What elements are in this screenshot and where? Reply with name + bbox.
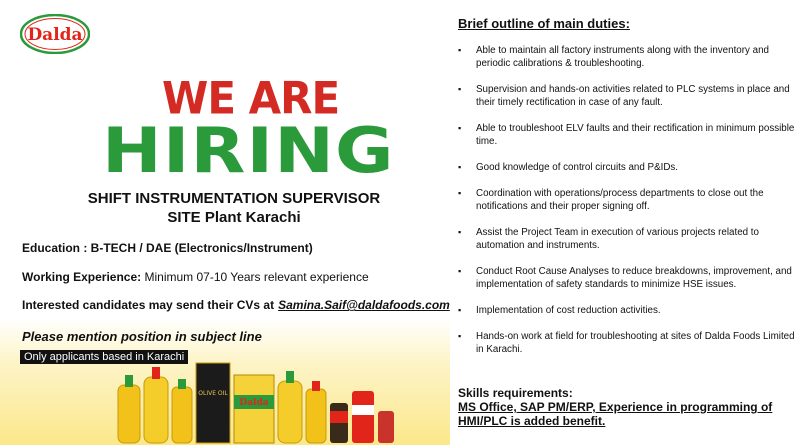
we-are-heading: WE ARE [162,72,340,125]
duty-item: ▪ Able to troubleshoot ELV faults and their rectification in minimum possible time. [458,122,798,148]
right-panel [450,0,800,445]
tin-brand-label: Dalda [239,398,269,408]
duty-item: ▪ Assist the Project Team in execution of various projects related to automation and instruments. [458,226,798,252]
hiring-heading: HIRING [102,114,395,187]
duties-title: Brief outline of main duties: [458,16,630,31]
olive-oil-label: OLIVE OIL [198,390,228,397]
skills-title: Skills requirements: [458,386,573,400]
skills-text: MS Office, SAP PM/ERP, Experience in programming of HMI/PLC is added benefit. [458,400,773,428]
cv-label: Interested candidates may send their CVs at [22,298,275,312]
duties-list [458,44,798,369]
experience-label: Working Experience: [22,270,142,284]
email-link[interactable]: Samina.Saif@daldafoods.com [278,298,450,312]
duty-item: ▪ Conduct Root Cause Analyses to reduce breakdowns, improvement, and implementation of safety standards to minimize HSE issues. [458,265,798,291]
duty-item: ▪ Supervision and hands-on activities related to PLC systems in place and their timely rectification in case of any fault. [458,83,798,109]
product-lineup-image [110,355,440,445]
plant-location: SITE Plant Karachi [167,209,301,226]
duty-item: ▪ Good knowledge of control circuits and P&IDs. [458,161,798,174]
education-line [22,241,313,255]
skills-block [458,386,798,428]
cv-line [22,298,450,312]
duty-item: ▪ Hands-on work at field for troubleshooting at sites of Dalda Foods Limited in Karachi. [458,330,798,356]
duty-item: ▪ Coordination with operations/process departments to close out the notifications and their proper signing off. [458,187,798,213]
experience-value: Minimum 07-10 Years relevant experience [144,270,369,284]
education-text: Education : B-TECH / DAE (Electronics/Instrument) [22,241,313,255]
karachi-only-badge: Only applicants based in Karachi [20,350,188,364]
duty-item: ▪ Able to maintain all factory instruments along with the inventory and periodic calibrations & troubleshooting. [458,44,798,70]
dalda-logo [20,14,90,54]
duty-item: ▪ Implementation of cost reduction activities. [458,304,798,317]
job-title-block [84,189,384,227]
experience-line [22,270,369,284]
logo-text: Dalda [27,25,83,45]
position-title: SHIFT INSTRUMENTATION SUPERVISOR [87,190,381,207]
subject-line-note: Please mention position in subject line [22,329,262,344]
